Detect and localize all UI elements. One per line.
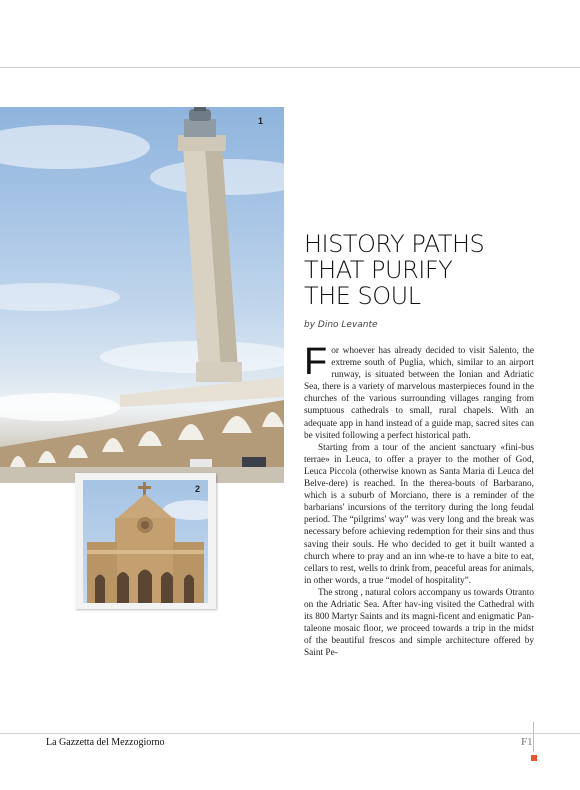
drop-cap: F xyxy=(304,345,328,383)
publication-name: La Gazzetta del Mezzogiorno xyxy=(46,737,165,748)
accent-square xyxy=(531,755,537,761)
paragraph-1 xyxy=(304,345,534,442)
church-illustration xyxy=(83,480,208,603)
article-body xyxy=(304,345,534,710)
page-number: F1 xyxy=(521,736,533,748)
article-title xyxy=(304,231,554,309)
lighthouse-photo xyxy=(0,107,284,483)
title-line-2: THAT PURIFY xyxy=(304,256,453,284)
photo-number-1: 1 xyxy=(258,116,264,126)
footer-rule xyxy=(0,733,580,734)
church-photo-image xyxy=(83,480,208,603)
paragraph-2: Starting from a tour of the ancient sanctuary «fini-bus terrae» in Leuca, to offer a prayer to the mother of God, Leuca Piccola (otherwise known as Santa Maria di Leuca del Belve-dere) is reached. In the therea-bouts of Barbarano, which is a suburb of Morciano, there is a reminder of the barbarians' incursions of the territory during the long feudal period. The “pilgrims' way” was very long and the break was necessary before achieving redemption for their sins and thus saving their souls. He who decided to get it built wanted a church where to pray and an inn whe-re to have a bite to eat, cellars to rest, wells to drink from, peaceful areas for animals, in other words, a true “model of hospitality”. xyxy=(304,442,534,586)
photo-number-2: 2 xyxy=(195,484,201,494)
title-line-3: THE SOUL xyxy=(304,282,421,310)
byline: by Dino Levante xyxy=(304,320,378,330)
church-photo xyxy=(75,473,216,609)
lighthouse-illustration xyxy=(0,107,284,483)
title-line-1: HISTORY PATHS xyxy=(304,230,485,258)
paragraph-1-text: or whoever has already decided to visit Salento, the extreme south of Puglia, which, similar to an airport runway, is situated between the Ionian and Adriatic Sea, there is a variety of marvelous masterpieces found in the churches of the various surrounding villages ranging from sumptuous cathedrals to small, rural chapels. With an adequate app in hand instead of a guide map, sacred sites can be visited following a perfect historical path. xyxy=(304,346,534,441)
footer-divider xyxy=(533,722,534,752)
top-rule xyxy=(0,67,580,68)
paragraph-3: The strong , natural colors accompany us towards Otranto on the Adriatic Sea. After hav-ing visited the Cathedral with its 800 Martyr Saints and its magni-ficent and enigmatic Pan-taleone mosaic floor, we proceed towards a trip in the midst of the beautiful frescos and simple architecture offered by Saint Pe- xyxy=(304,587,534,659)
